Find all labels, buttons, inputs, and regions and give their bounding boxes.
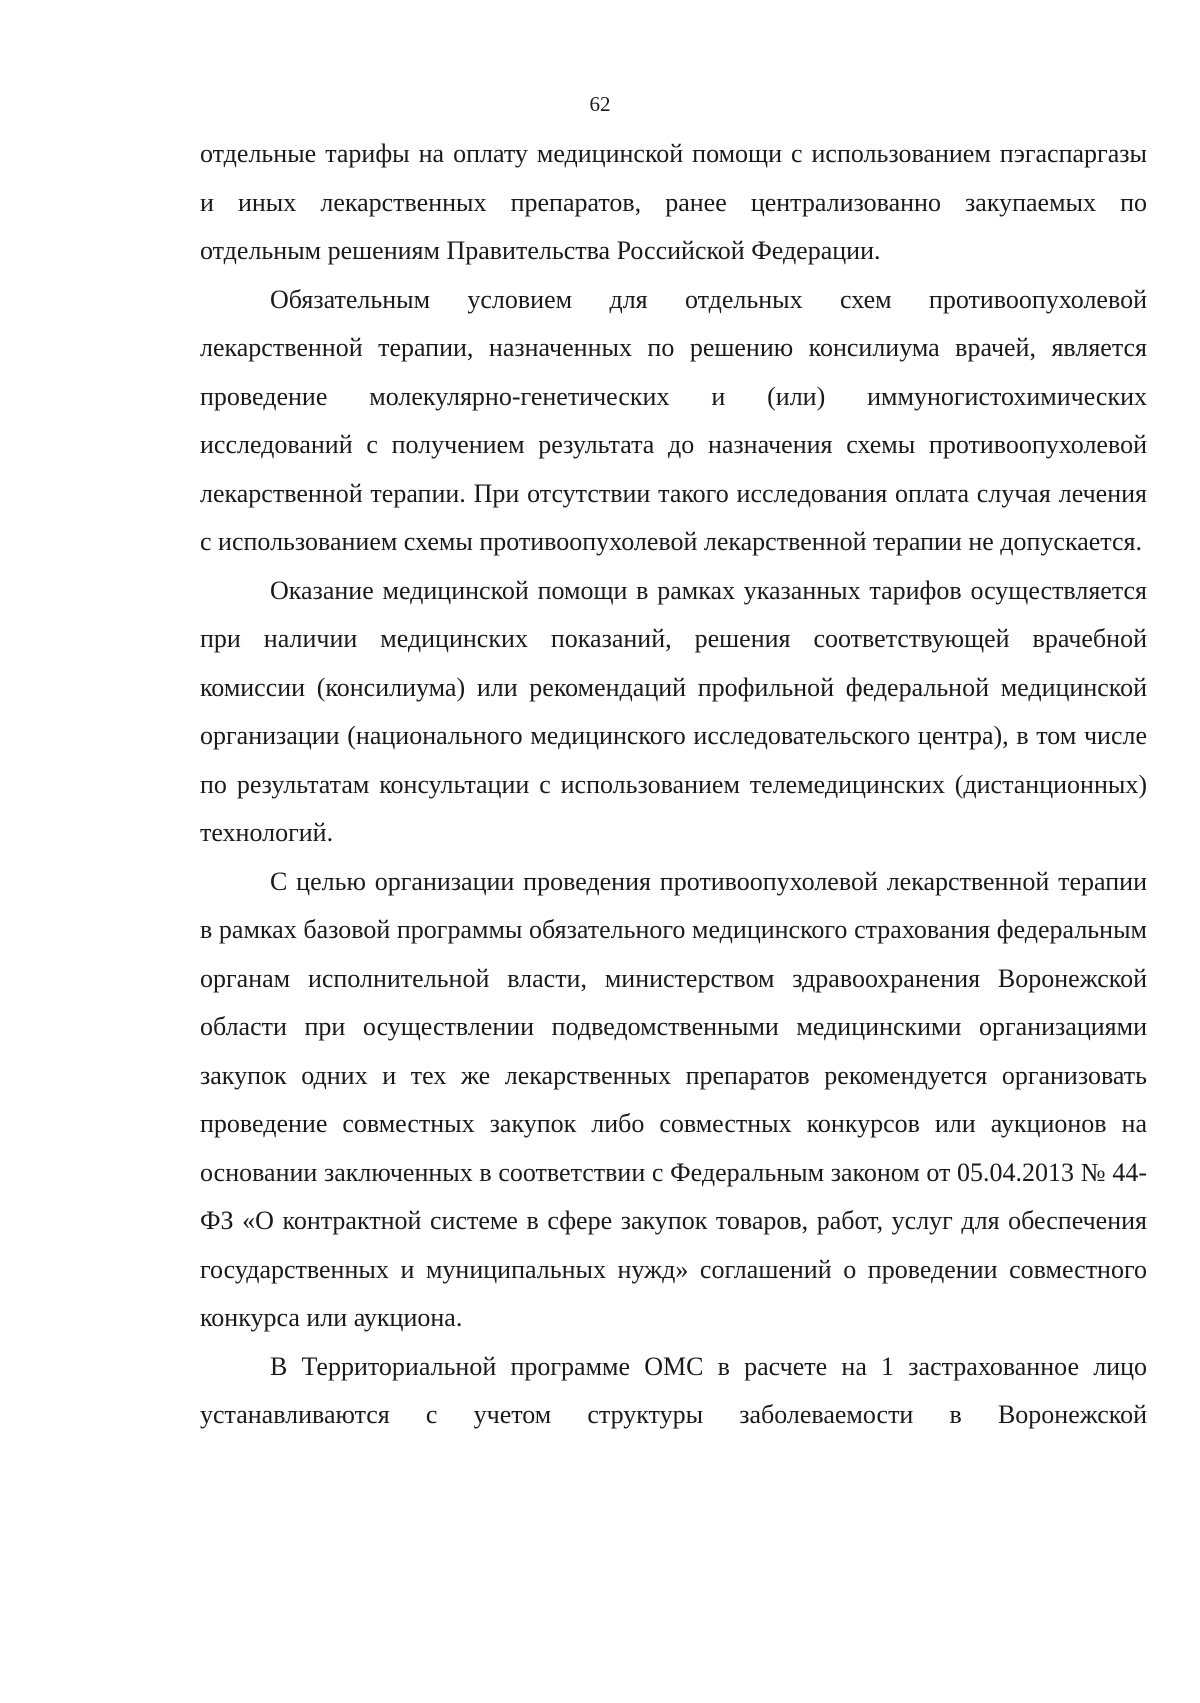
document-body [200,130,1147,1440]
paragraph-joint-procurement: С целью организации проведения противоопухолевой лекарственной терапии в рамках базовой программы обязательного медицинского страхования федеральным органам исполнительной власти, министерством здравоохранения Воронежской области при осуществлении подведомственными медицинскими организациями закупок одних и тех же лекарственных препаратов рекомендуется организовать проведение совместных закупок либо совместных конкурсов или аукционов на основании заключенных в соответствии с Федеральным законом от 05.04.2013 № 44-ФЗ «О контрактной системе в сфере закупок товаров, работ, услуг для обеспечения государственных и муниципальных нужд» соглашений о проведении совместного конкурса или аукциона. [200,866,1147,1332]
paragraph-territorial-program: В Территориальной программе ОМС в расчете на 1 застрахованное лицо устанавливаются с учетом структуры заболеваемости в Воронежской [200,1351,1147,1429]
paragraph-mandatory-condition: Обязательным условием для отдельных схем противоопухолевой лекарственной терапии, назначенных по решению консилиума врачей, является проведение молекулярно-генетических и (или) иммуногистохимических исследований с получением результата до назначения схемы противоопухолевой лекарственной терапии. При отсутствии такого исследования оплата случая лечения с использованием схемы противоопухолевой лекарственной терапии не допускается. [200,284,1147,556]
page-number: 62 [589,92,611,116]
paragraph-continuation: отдельные тарифы на оплату медицинской помощи с использованием пэгаспаргазы и иных лекарственных препаратов, ранее централизованно закупаемых по отдельным решениям Правительства Российской Федерации. [200,139,1147,265]
paragraph-medical-care-provision: Оказание медицинской помощи в рамках указанных тарифов осуществляется при наличии медицинских показаний, решения соответствующей врачебной комиссии (консилиума) или рекомендаций профильной федеральной медицинской организации (национального медицинского исследовательского центра), в том числе по результатам консультации с использованием телемедицинских (дистанционных) технологий. [200,575,1147,847]
